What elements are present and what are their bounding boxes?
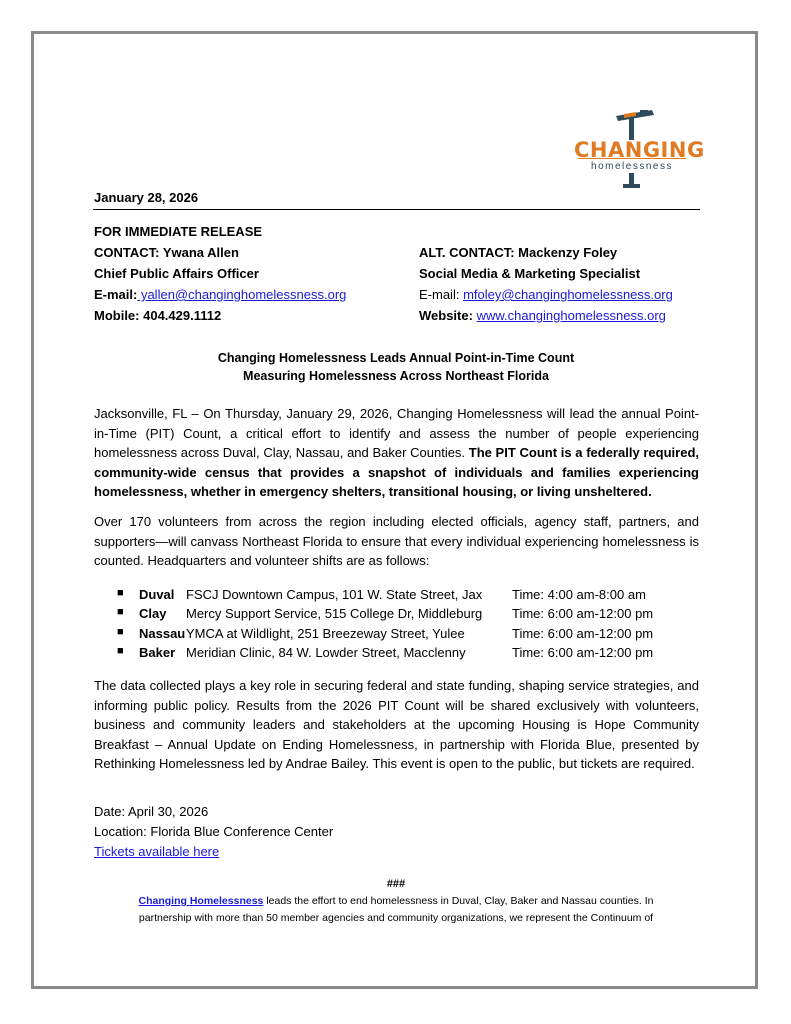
volunteers-paragraph: Over 170 volunteers from across the region including elected officials, agency staff, partners, and supporters—will canvass Northeast Florida to ensure that every individual experiencing homelessness is counted. Headquarters and volunteer shifts are as follows: bbox=[94, 514, 699, 568]
schedule-time: Time: 6:00 am-12:00 pm bbox=[512, 606, 654, 622]
intro-paragraph bbox=[94, 404, 699, 502]
bullet-icon: ■ bbox=[117, 644, 124, 657]
primary-mobile: Mobile: 404.429.1112 bbox=[94, 308, 222, 323]
headline-line-1: Changing Homelessness Leads Annual Point-in-Time Count bbox=[217, 351, 575, 365]
logo-wordmark: CHANGING bbox=[574, 138, 705, 162]
schedule-county: Clay bbox=[139, 606, 167, 622]
primary-contact-name: CONTACT: Ywana Allen bbox=[94, 245, 239, 260]
bullet-icon: ■ bbox=[117, 587, 124, 599]
alt-contact-name: ALT. CONTACT: Mackenzy Foley bbox=[419, 245, 618, 260]
schedule-time: Time: 6:00 am-12:00 pm bbox=[512, 644, 654, 660]
bullet-icon: ■ bbox=[117, 606, 124, 619]
footer-line-1-text: leads the effort to end homelessness in Duval, Clay, Baker and Nassau counties. In bbox=[263, 895, 654, 907]
event-location: Location: Florida Blue Conference Center bbox=[94, 824, 334, 839]
schedule-location: Mercy Support Service, 515 College Dr, Middleburg bbox=[186, 606, 483, 622]
primary-email-label: E-mail: bbox=[94, 287, 138, 302]
primary-contact-block bbox=[94, 221, 346, 326]
intro-bold-text: The PIT Count is a federally required, community-wide census that provides a snapshot of individuals and families experiencing homelessness, whether in emergency shelters, transitional housing, or living unsheltered. bbox=[94, 445, 699, 499]
primary-email-line bbox=[94, 284, 346, 305]
press-headline bbox=[94, 349, 698, 385]
logo-subtext: homelessness bbox=[591, 161, 673, 172]
headline-line-2: Measuring Homelessness Across Northeast Florida bbox=[243, 369, 549, 383]
footer-org-link[interactable]: Changing Homelessness bbox=[138, 895, 264, 907]
footer-line-2: partnership with more than 50 member agencies and community organizations, we represent the Continuum of bbox=[138, 912, 654, 924]
schedule-location: Meridian Clinic, 84 W. Lowder Street, Macclenny bbox=[186, 644, 466, 660]
website-label: Website: bbox=[419, 308, 477, 323]
schedule-time: Time: 6:00 am-12:00 pm bbox=[512, 625, 654, 641]
alt-email-label: E-mail: bbox=[419, 287, 464, 302]
event-date: Date: April 30, 2026 bbox=[94, 804, 209, 819]
release-date: January 28, 2026 bbox=[94, 190, 199, 205]
bullet-icon: ■ bbox=[117, 625, 124, 638]
event-details bbox=[94, 802, 333, 862]
schedule-location: YMCA at Wildlight, 251 Breezeway Street, Yulee bbox=[186, 625, 465, 641]
data-use-paragraph: The data collected plays a key role in securing federal and state funding, shaping service strategies, and informing public policy. Results from the 2026 PIT Count will be shared exclusively with volunteers, business and community leaders and stakeholders at the upcoming Housing is Hope Community Breakfast – Annual Update on Ending Homelessness, in partnership with Florida Blue, presented by Rethinking Homelessness led by Andrae Bailey. This event is open to the public, but tickets are required. bbox=[94, 678, 699, 771]
alt-contact-title: Social Media & Marketing Specialist bbox=[419, 266, 641, 281]
schedule-location: FSCJ Downtown Campus, 101 W. State Street, Jax bbox=[186, 587, 483, 602]
alt-email-link[interactable]: mfoley@changinghomelessness.org bbox=[463, 287, 673, 302]
release-notice: FOR IMMEDIATE RELEASE bbox=[94, 224, 263, 239]
tickets-link[interactable]: Tickets available here bbox=[94, 844, 220, 859]
website-link[interactable]: www.changinghomelessness.org bbox=[476, 308, 666, 323]
schedule-county: Duval bbox=[139, 587, 175, 602]
primary-contact-title: Chief Public Affairs Officer bbox=[94, 266, 259, 281]
intro-text: Jacksonville, FL – On Thursday, January 29, 2026, Changing Homelessness will lead the annual Point-in-Time (PIT) Count, a critical effort to identify and assess the number of people experiencing homelessness across Duval, Clay, Nassau, and Baker Counties. bbox=[94, 406, 699, 460]
schedule-county: Nassau bbox=[139, 625, 186, 641]
footer-line-1 bbox=[94, 893, 698, 910]
header-divider bbox=[93, 209, 700, 210]
primary-email-link[interactable]: yallen@changinghomelessness.org bbox=[137, 287, 347, 302]
alt-email-line bbox=[419, 284, 673, 305]
boilerplate-footer bbox=[94, 876, 698, 927]
website-line bbox=[419, 305, 673, 326]
schedule-time: Time: 4:00 am-8:00 am bbox=[512, 587, 646, 602]
changing-homelessness-logo bbox=[574, 110, 705, 194]
schedule-county: Baker bbox=[139, 644, 176, 660]
alt-contact-block bbox=[419, 242, 673, 326]
end-marker: ### bbox=[386, 878, 406, 890]
